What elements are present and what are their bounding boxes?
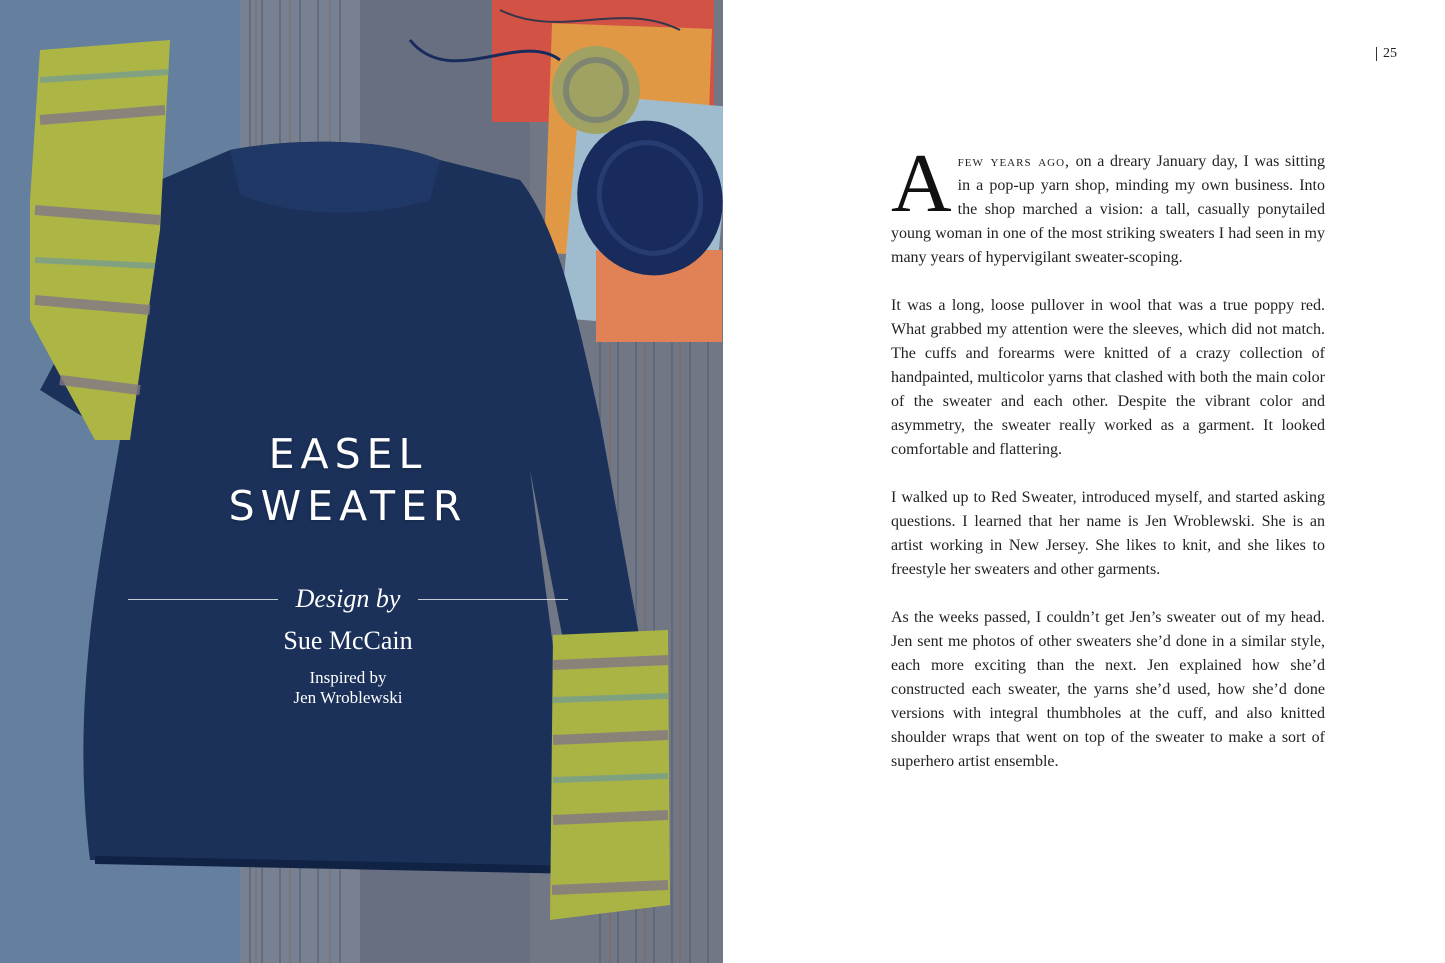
title-line-2: SWEATER: [228, 482, 468, 530]
inspiration-name: Jen Wroblewski: [293, 688, 403, 707]
designer-name: Sue McCain: [283, 626, 413, 655]
pattern-title-block: [128, 428, 568, 708]
paragraph-2: It was a long, loose pullover in wool that was a true poppy red. What grabbed my attention were the sleeves, which did not match. The cuffs and forearms were knitted of a crazy collection of handpainted, multicolor yarns that clashed with both the main color of the sweater and each other. Despite the vibrant color and asymmetry, the sweater really worked as a garment. It looked comfortable and flattering.: [891, 297, 1325, 458]
folio-divider: [1376, 47, 1377, 61]
paragraph-1: [891, 137, 1325, 270]
text-page: [723, 0, 1445, 963]
paragraph-4: As the weeks passed, I couldn’t get Jen’s sweater out of my head. Jen sent me photos of other sweaters she’d done in a similar style, each more exciting than the next. Jen explained how she’d constructed each sweater, the yarns she’d used, how she’d done versions with integral thumbholes at the cuff, and also knitted shoulder wraps that went on top of the sweater to make a sort of superhero artist ensemble.: [891, 609, 1325, 770]
right-rule: [418, 599, 568, 600]
article-body: [891, 137, 1325, 798]
design-by-label: Design by: [295, 584, 401, 613]
title-line-1: EASEL: [268, 430, 428, 478]
paragraph-3: I walked up to Red Sweater, introduced myself, and started asking questions. I learned that her name is Jen Wroblewski. She is an artist working in New Jersey. She likes to knit, and she likes to freestyle her sweaters and other garments.: [891, 489, 1325, 578]
page-number: [1376, 46, 1397, 62]
left-rule: [128, 599, 278, 600]
design-credit-row: [128, 584, 568, 614]
page-number-value: 25: [1383, 46, 1397, 61]
drop-cap: A: [891, 137, 952, 230]
inspiration-credit: [128, 668, 568, 708]
lead-in: few years ago,: [957, 153, 1071, 170]
paragraph-1-text: on a dreary January day, I was sitting in a pop-up yarn shop, minding my own business. Into the shop marched a vision: a tall, casually ponytailed young woman in one of the most striking sweaters I had seen in my many years of hypervigilant sweater-scoping.: [891, 153, 1325, 266]
inspired-by-label: Inspired by: [309, 668, 387, 687]
pattern-title: [128, 428, 568, 532]
